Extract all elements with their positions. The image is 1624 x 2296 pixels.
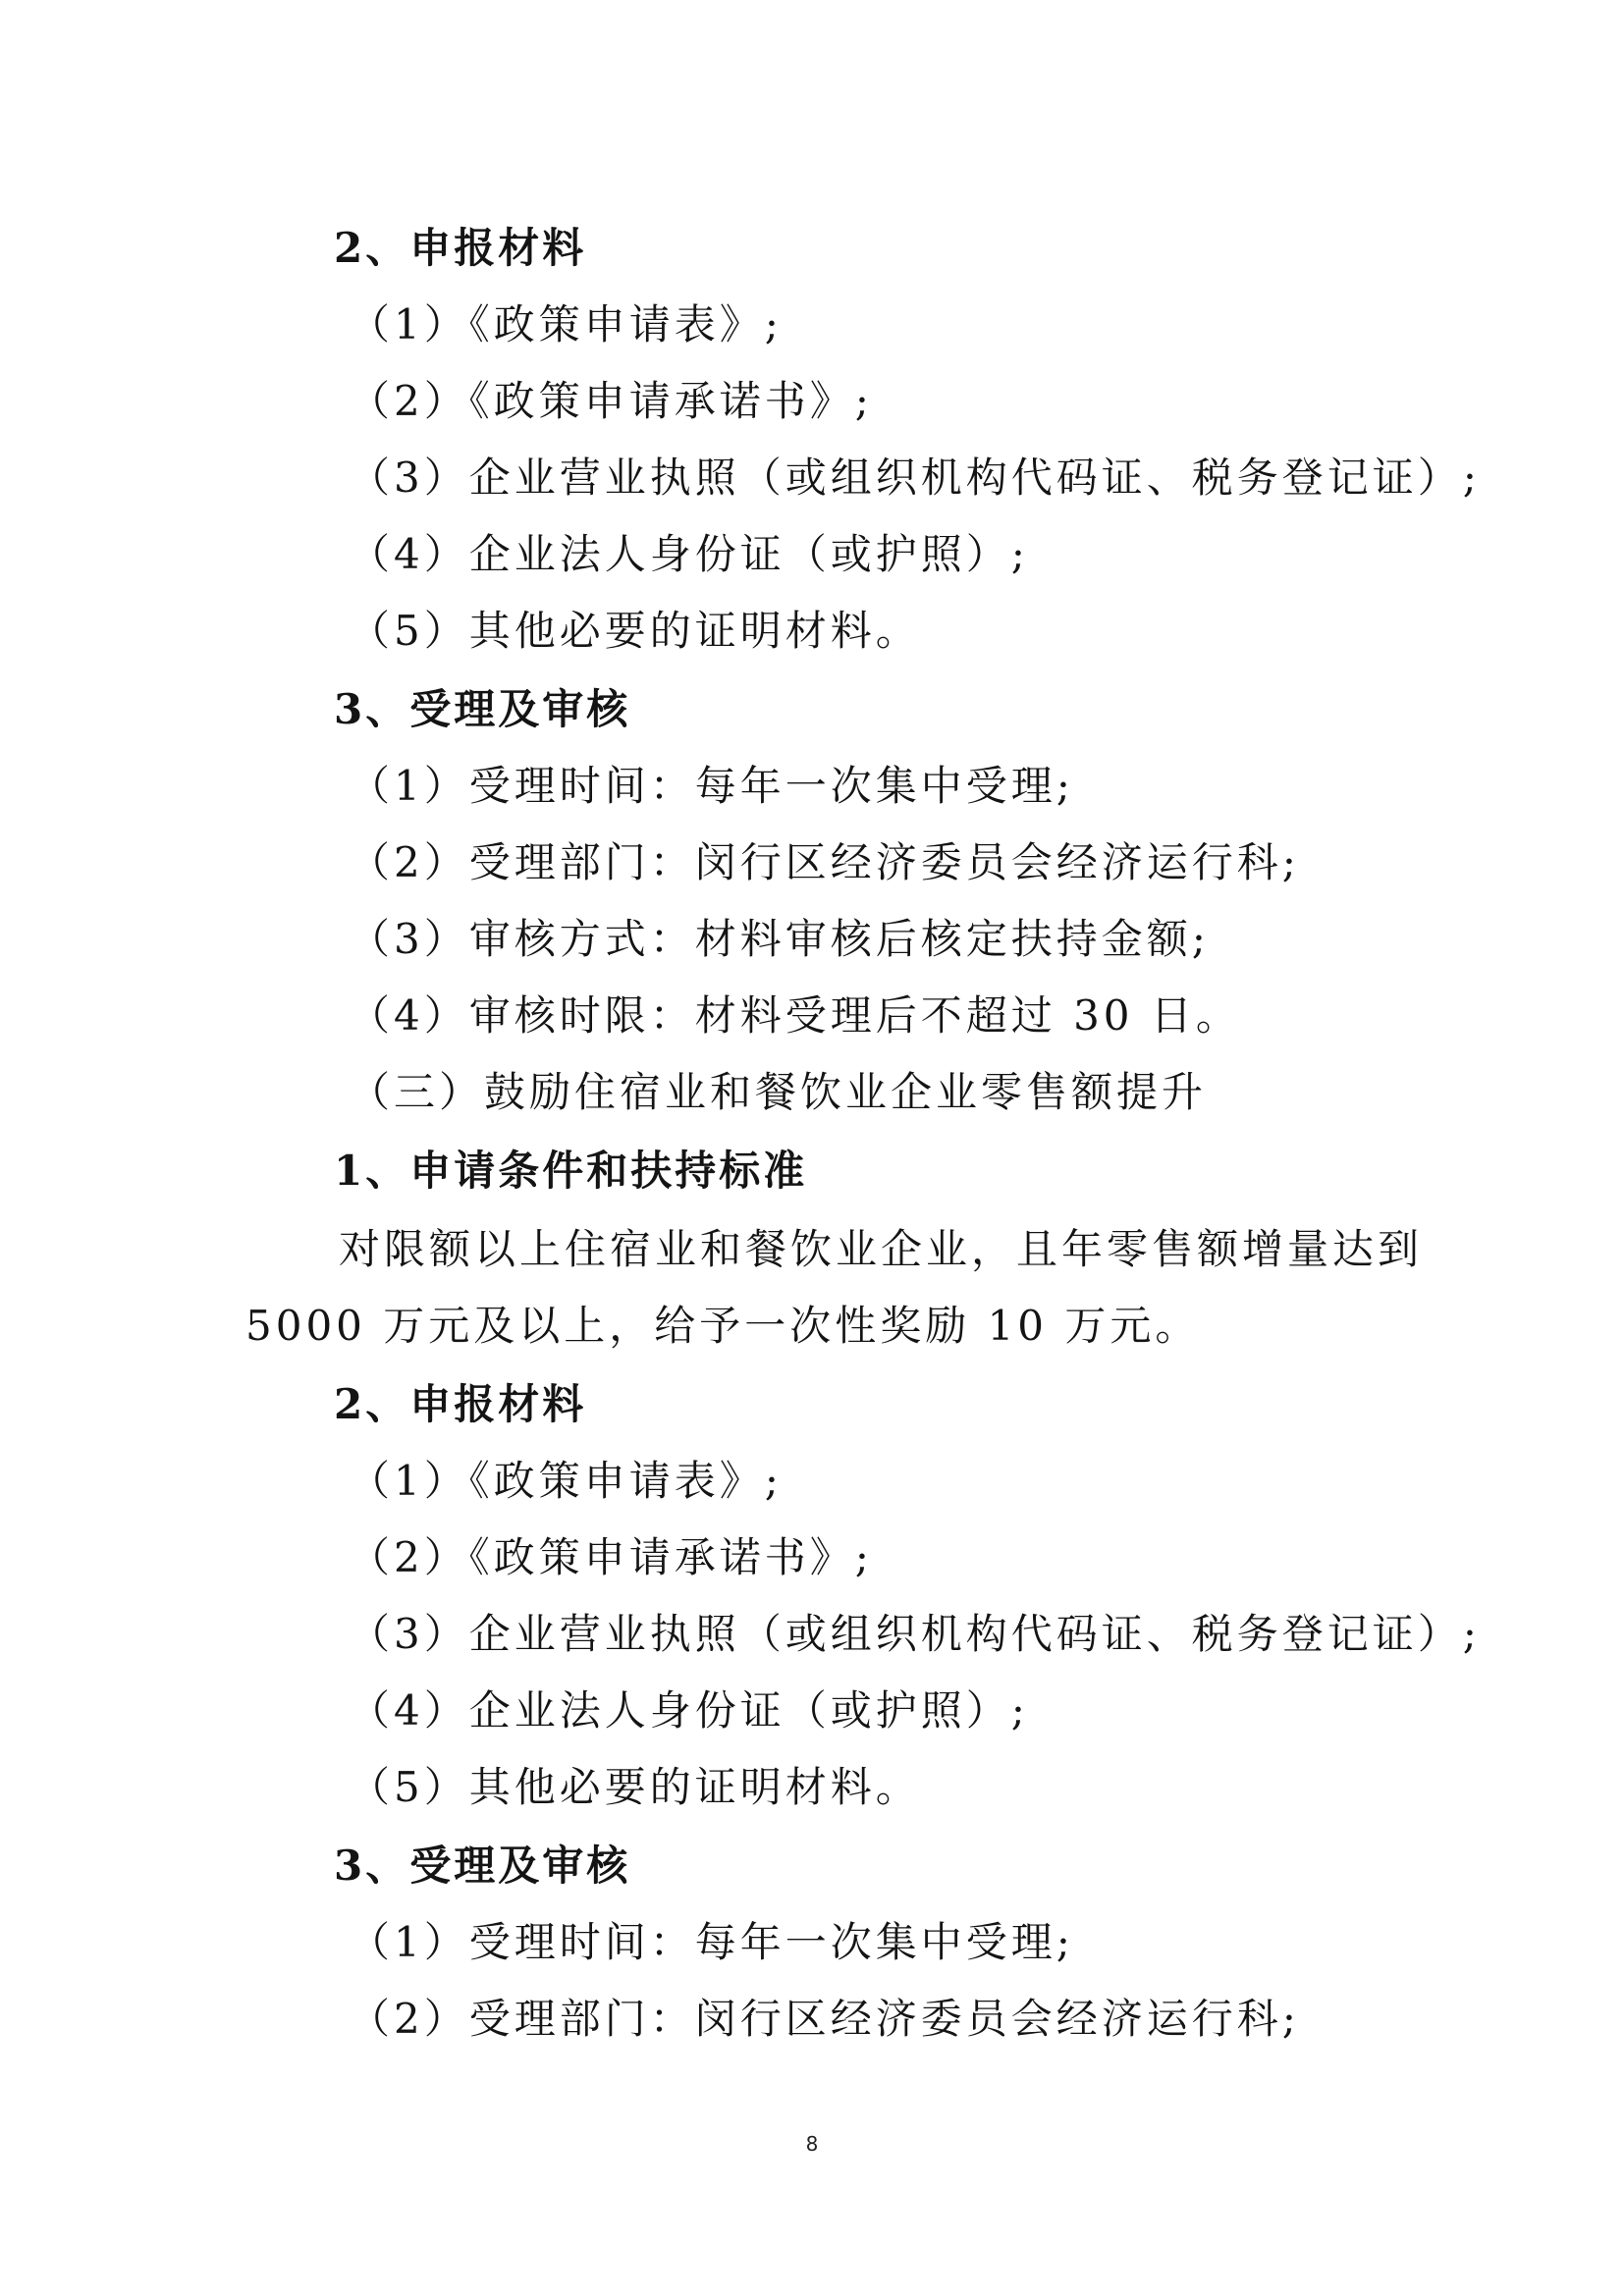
section-heading: 2、申报材料 xyxy=(334,1380,587,1428)
section-heading: 1、申请条件和扶持标准 xyxy=(334,1147,808,1195)
list-item: （3）企业营业执照（或组织机构代码证、税务登记证）; xyxy=(349,1610,1481,1658)
list-item: （2）《政策申请承诺书》; xyxy=(349,377,873,425)
list-item: （2）《政策申请承诺书》; xyxy=(349,1533,873,1581)
section-heading: 3、受理及审核 xyxy=(334,1842,631,1890)
page-number: 8 xyxy=(805,2132,819,2156)
list-item: （4）企业法人身份证（或护照）; xyxy=(349,1686,1029,1735)
section-heading: 2、申报材料 xyxy=(334,224,587,272)
subsection-heading: （三）鼓励住宿业和餐饮业企业零售额提升 xyxy=(349,1068,1208,1116)
list-item: （1）受理时间：每年一次集中受理; xyxy=(349,762,1074,810)
list-item: （1）《政策申请表》; xyxy=(349,1457,783,1505)
paragraph-line: 对限额以上住宿业和餐饮业企业，且年零售额增量达到 xyxy=(339,1225,1424,1273)
list-item: （4）企业法人身份证（或护照）; xyxy=(349,530,1029,578)
paragraph-line: 5000 万元及以上，给予一次性奖励 10 万元。 xyxy=(245,1302,1201,1350)
list-item: （5）其他必要的证明材料。 xyxy=(349,607,921,655)
list-item: （3）审核方式：材料审核后核定扶持金额; xyxy=(349,915,1210,963)
list-item: （1）受理时间：每年一次集中受理; xyxy=(349,1918,1074,1966)
section-heading: 3、受理及审核 xyxy=(334,685,631,733)
list-item: （2）受理部门：闵行区经济委员会经济运行科; xyxy=(349,838,1300,886)
list-item: （5）其他必要的证明材料。 xyxy=(349,1763,921,1811)
list-item: （1）《政策申请表》; xyxy=(349,300,783,348)
list-item: （3）企业营业执照（或组织机构代码证、税务登记证）; xyxy=(349,454,1481,502)
list-item: （2）受理部门：闵行区经济委员会经济运行科; xyxy=(349,1995,1300,2043)
list-item: （4）审核时限：材料受理后不超过 30 日。 xyxy=(349,991,1241,1040)
